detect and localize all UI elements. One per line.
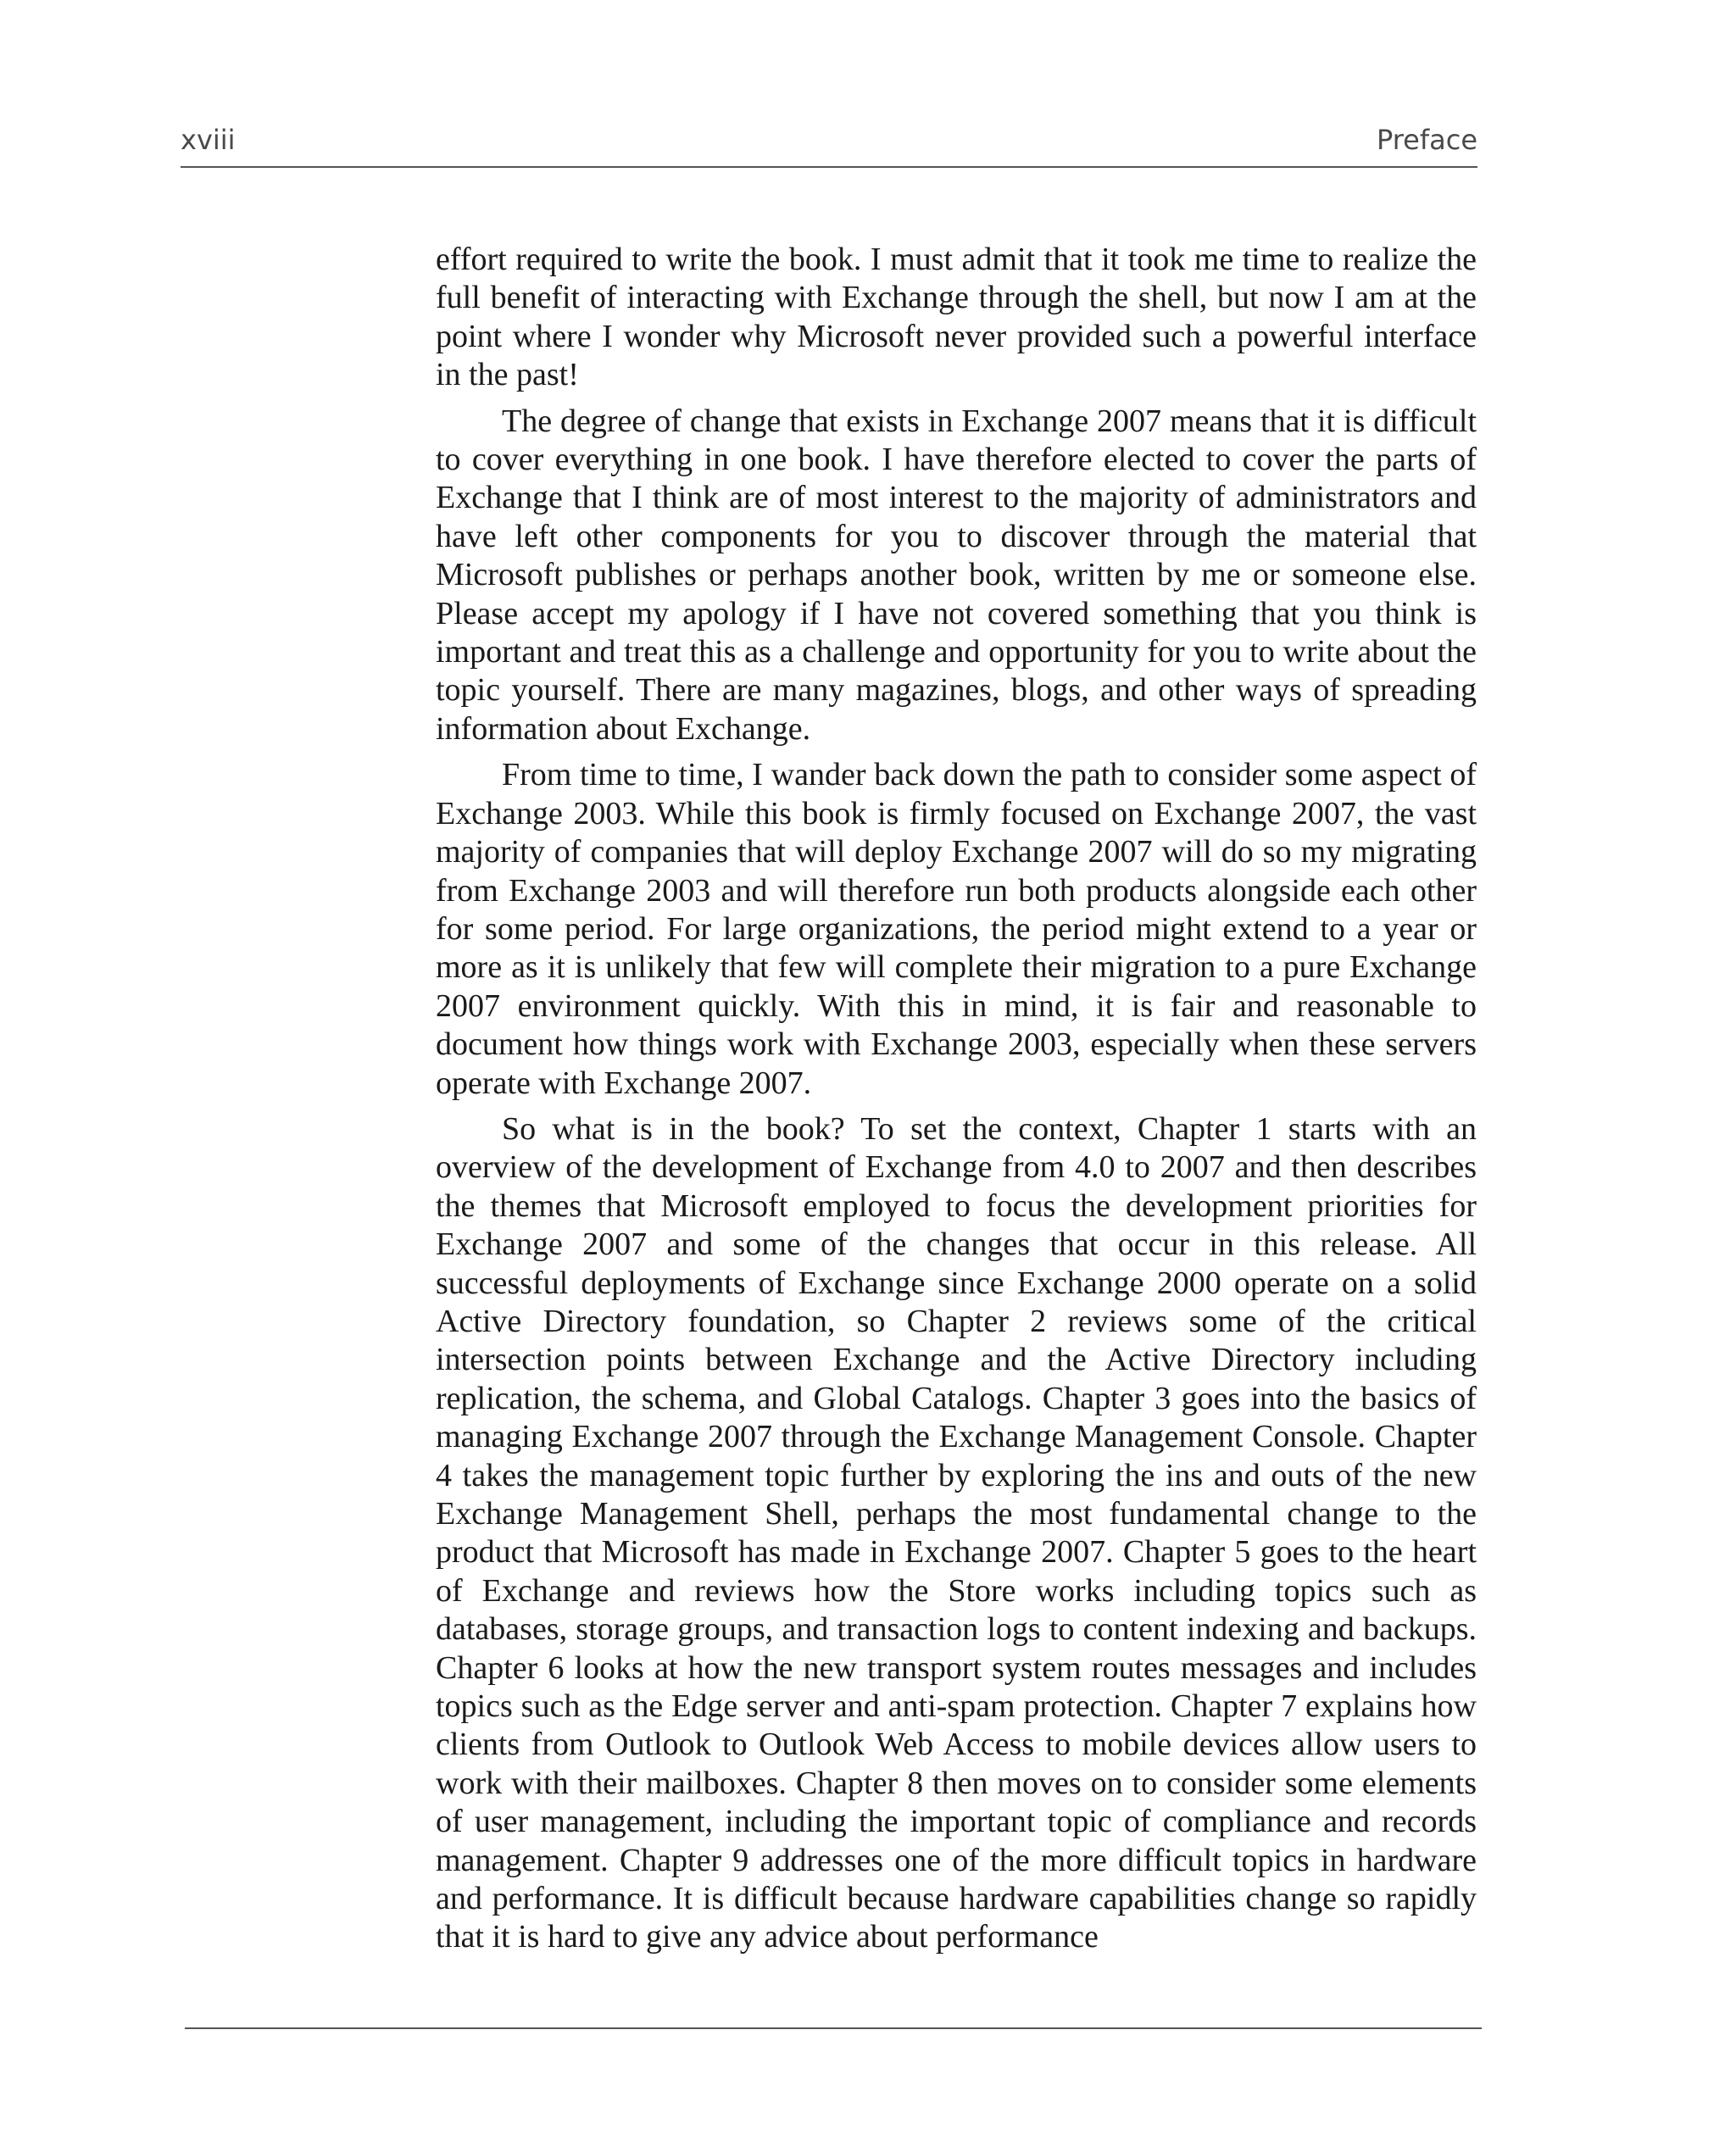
footer-rule [185, 2027, 1482, 2029]
paragraph: From time to time, I wander back down the path to consider some aspect of Exchange 2003. While this book is firmly focused on Exchange 2007, the vast majority of companies that will deploy Exchange 2007 will do so my migrating from Exchange 2003 and will therefore run both products alongside each other for some period. For large organizations, the period might extend to a year or more as it is unlikely that few will complete their migration to a pure Exchange 2007 environment quickly. With this in mind, it is fair and reasonable to document how things work with Exchange 2003, especially when these servers operate with Exchange 2007. [436, 757, 1477, 1101]
body-text [436, 241, 1477, 1965]
paragraph: So what is in the book? To set the context, Chapter 1 starts with an overview of the development of Exchange from 4.0 to 2007 and then describes the themes that Microsoft employed to focus the development priorities for Exchange 2007 and some of the changes that occur in this release. All successful deployments of Exchange since Exchange 2000 operate on a solid Active Directory foundation, so Chapter 2 reviews some of the critical intersection points between Exchange and the Active Directory including replication, the schema, and Global Catalogs. Chapter 3 goes into the basics of managing Exchange 2007 through the Exchange Management Console. Chapter 4 takes the management topic further by exploring the ins and outs of the new Exchange Management Shell, perhaps the most fundamental change to the product that Microsoft has made in Exchange 2007. Chapter 5 goes to the heart of Exchange and reviews how the Store works including topics such as databases, storage groups, and transaction logs to content indexing and backups. Chapter 6 looks at how the new transport system routes messages and includes topics such as the Edge server and anti-spam protection. Chapter 7 explains how clients from Outlook to Outlook Web Access to mobile devices allow users to work with their mailboxes. Chapter 8 then moves on to consider some elements of user management, including the important topic of compliance and records management. Chapter 9 addresses one of the more difficult topics in hardware and performance. It is difficult because hardware capabilities change so rapidly that it is hard to give any advice about performance [436, 1110, 1477, 1955]
paragraph-continued: effort required to write the book. I must admit that it took me time to realize the full benefit of interacting with Exchange through the shell, but now I am at the point where I wonder why Microsoft never provided such a powerful interface in the past! [436, 242, 1477, 393]
running-header [181, 124, 1477, 166]
page-number: xviii [181, 124, 236, 156]
paragraph: The degree of change that exists in Exchange 2007 means that it is difficult to cover everything in one book. I have therefore elected to cover the parts of Exchange that I think are of most interest to the majority of administrators and have left other components for you to discover through the material that Microsoft publishes or perhaps another book, written by me or someone else. Please accept my apology if I have not covered something that you think is important and treat this as a challenge and opportunity for you to write about the topic yourself. There are many magazines, blogs, and other ways of spreading information about Exchange. [436, 403, 1477, 747]
section-title: Preface [1376, 124, 1477, 156]
header-rule [181, 166, 1477, 168]
